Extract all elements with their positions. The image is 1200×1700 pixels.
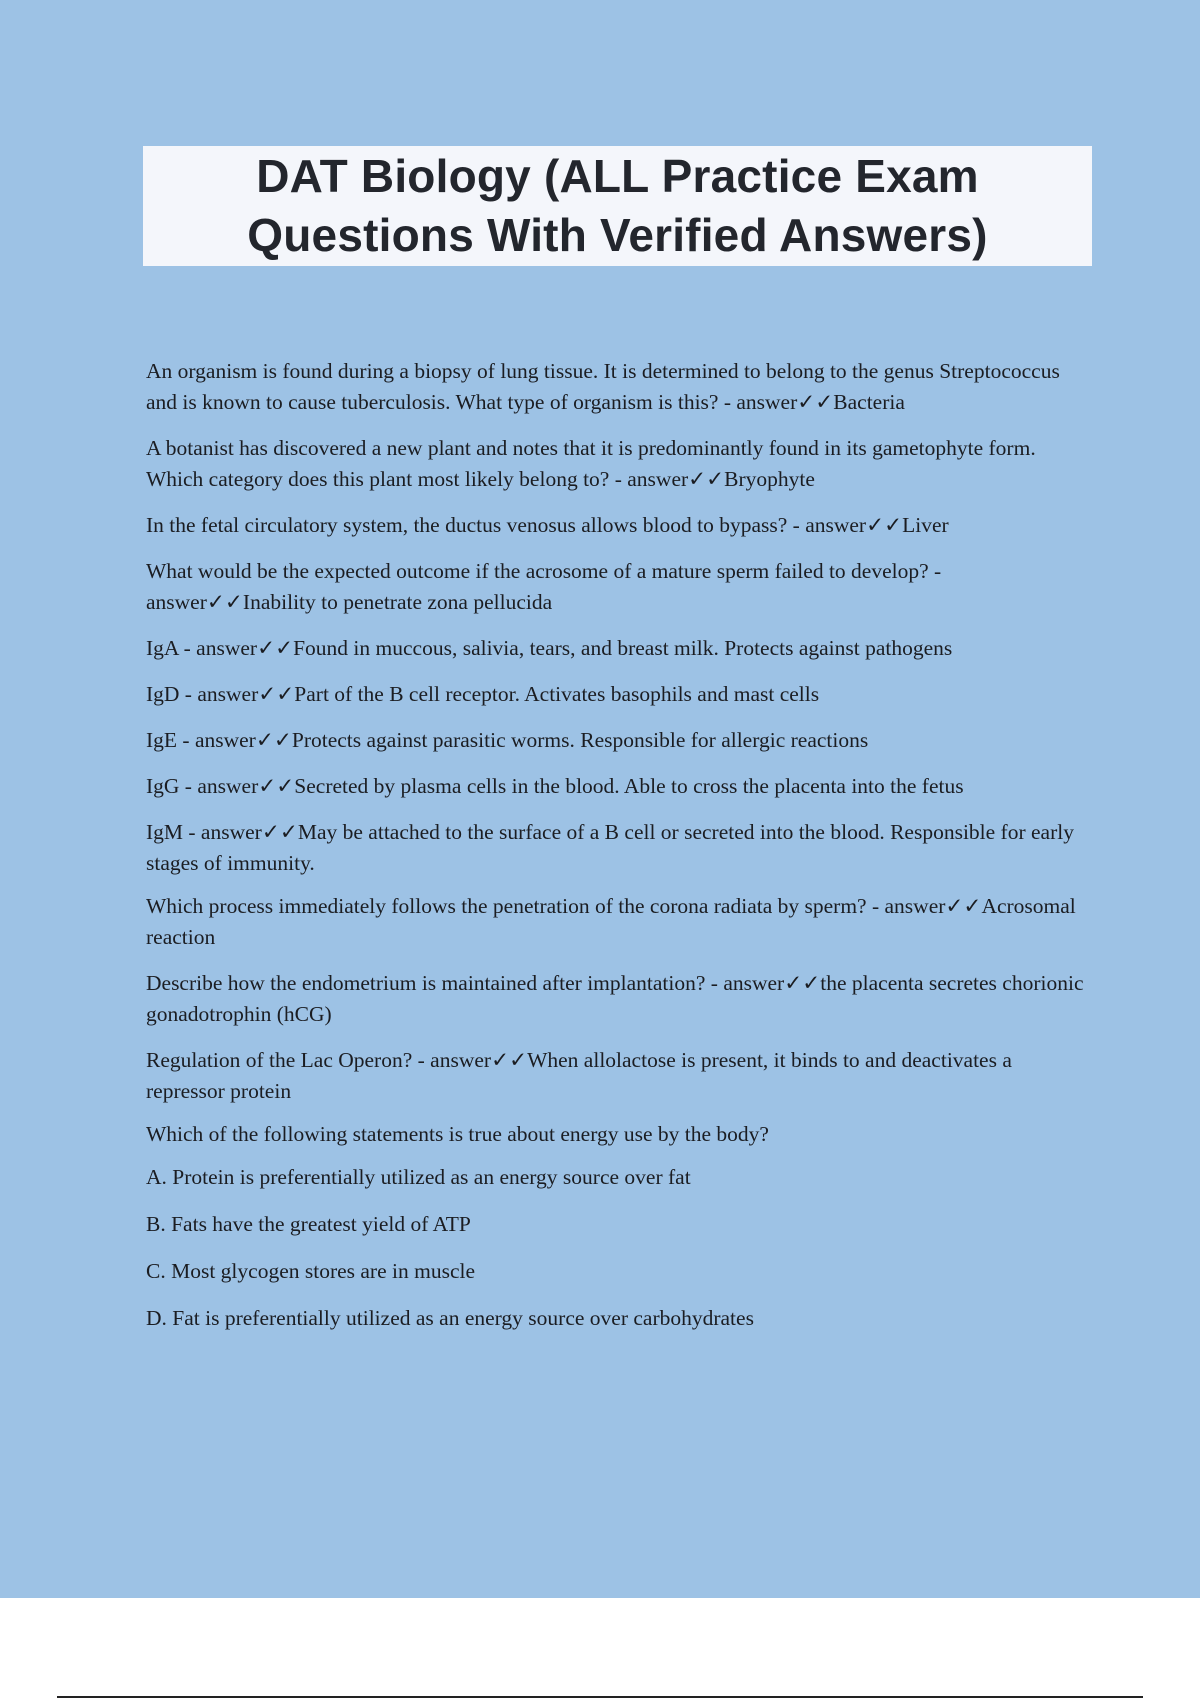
- title-banner: [143, 146, 1092, 266]
- qa-item: [146, 891, 1096, 953]
- question-text: Regulation of the Lac Operon? - answer: [146, 1048, 492, 1072]
- question-text: Describe how the endometrium is maintained after implantation? - answer: [146, 971, 785, 995]
- check-marks: ✓✓: [261, 820, 298, 844]
- answer-option: B. Fats have the greatest yield of ATP: [146, 1212, 471, 1236]
- qa-item: [146, 633, 1096, 664]
- qa-item: [146, 771, 1096, 802]
- answer-text: May be attached to the surface of a B cell or secreted into the blood. Responsible for early stages of immunity.: [146, 820, 1074, 875]
- check-marks: ✓✓: [206, 590, 243, 614]
- question-text: IgE - answer: [146, 728, 256, 752]
- answer-option: A. Protein is preferentially utilized as an energy source over fat: [146, 1165, 691, 1189]
- question-text: An organism is found during a biopsy of lung tissue. It is determined to belong to the genus Streptococcus and is known to cause tuberculosis. What type of organism is this? - answer: [146, 359, 1060, 414]
- final-question-stem: Which of the following statements is true about energy use by the body?: [146, 1122, 769, 1146]
- answer-text: Bacteria: [833, 390, 905, 414]
- question-text: IgM - answer: [146, 820, 262, 844]
- answer-text: Protects against parasitic worms. Responsible for allergic reactions: [291, 728, 869, 752]
- answer-text: Acrosomal reaction: [146, 894, 1076, 949]
- question-text: IgG - answer: [146, 774, 259, 798]
- question-text: Which process immediately follows the penetration of the corona radiata by sperm? - answer: [146, 894, 946, 918]
- qa-item: [146, 1045, 1096, 1107]
- qa-item: [146, 433, 1096, 495]
- check-marks: ✓✓: [797, 390, 834, 414]
- answer-text: Bryophyte: [724, 467, 815, 491]
- qa-content: [146, 356, 1096, 1350]
- question-text: IgA - answer: [146, 636, 258, 660]
- check-marks: ✓✓: [945, 894, 982, 918]
- check-marks: ✓✓: [866, 513, 903, 537]
- qa-item: [146, 556, 1096, 618]
- question-text: A botanist has discovered a new plant and notes that it is predominantly found in its gametophyte form. Which category does this plant most likely belong to? - answer: [146, 436, 1036, 491]
- answer-option: D. Fat is preferentially utilized as an energy source over carbohydrates: [146, 1306, 754, 1330]
- question-text: IgD - answer: [146, 682, 259, 706]
- answer-text: When allolactose is present, it binds to and deactivates a repressor protein: [146, 1048, 1012, 1103]
- question-text: In the fetal circulatory system, the ductus venosus allows blood to bypass? - answer: [146, 513, 867, 537]
- answer-text: the placenta secretes chorionic gonadotrophin (hCG): [146, 971, 1084, 1026]
- check-marks: ✓✓: [257, 636, 294, 660]
- qa-item: [146, 817, 1096, 879]
- check-marks: ✓✓: [258, 774, 295, 798]
- check-marks: ✓✓: [491, 1048, 528, 1072]
- qa-item: [146, 725, 1096, 756]
- answer-text: Inability to penetrate zona pellucida: [242, 590, 553, 614]
- answer-text: Liver: [902, 513, 949, 537]
- answer-text: Found in muccous, salivia, tears, and breast milk. Protects against pathogens: [293, 636, 953, 660]
- check-marks: ✓✓: [255, 728, 292, 752]
- answer-text: Part of the B cell receptor. Activates basophils and mast cells: [294, 682, 820, 706]
- bottom-divider: [57, 1696, 1143, 1698]
- qa-item: [146, 510, 1096, 541]
- document-title: DAT Biology (ALL Practice Exam Questions With Verified Answers): [247, 150, 988, 261]
- check-marks: ✓✓: [258, 682, 295, 706]
- qa-item: [146, 968, 1096, 1030]
- answer-option: C. Most glycogen stores are in muscle: [146, 1259, 476, 1283]
- check-marks: ✓✓: [784, 971, 821, 995]
- qa-item: [146, 356, 1096, 418]
- answer-text: Secreted by plasma cells in the blood. Able to cross the placenta into the fetus: [294, 774, 964, 798]
- check-marks: ✓✓: [688, 467, 725, 491]
- question-text: What would be the expected outcome if the acrosome of a mature sperm failed to develop? - answer: [146, 559, 942, 614]
- qa-item: [146, 679, 1096, 710]
